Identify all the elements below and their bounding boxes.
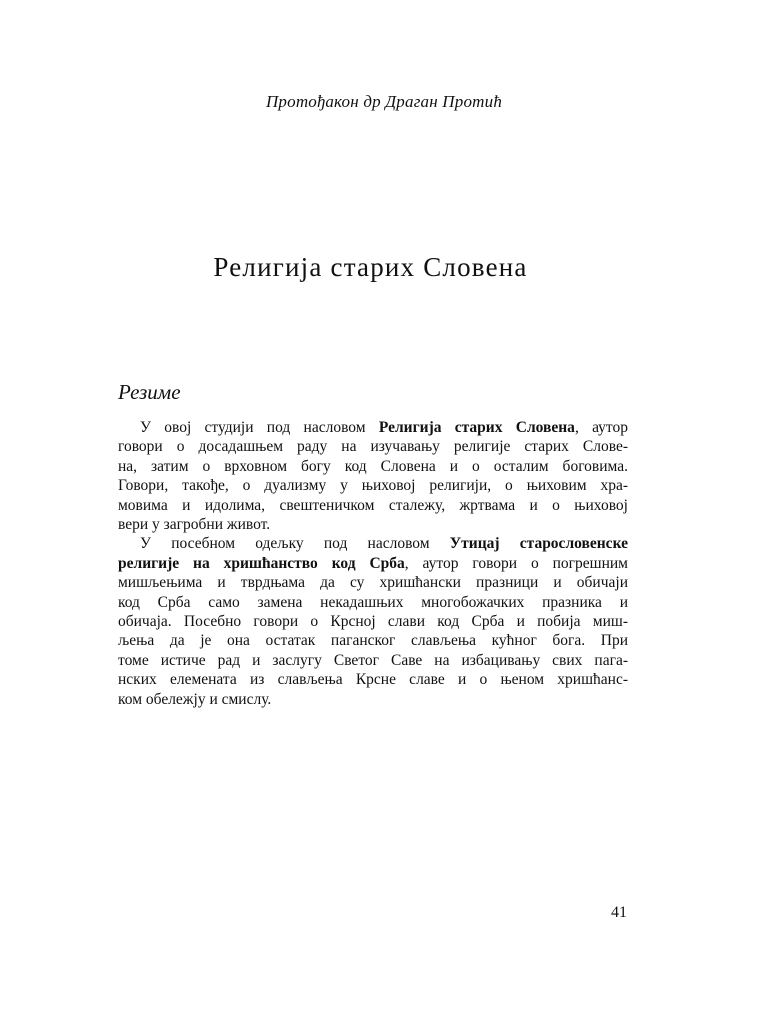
abstract-text: на, затим о врховном богу код Словена и о осталим боговима. — [118, 457, 628, 475]
abstract-line — [118, 593, 628, 612]
abstract-text-bold: Утицај старословенске — [449, 535, 628, 553]
abstract-line — [118, 476, 628, 495]
abstract-line — [118, 418, 628, 437]
author-line: Протођакон др Драган Протић — [265, 92, 503, 111]
abstract-text: говори о досадашњем раду на изучавању религије старих Слове- — [118, 438, 628, 456]
section-heading-abstract: Резиме — [118, 380, 181, 404]
abstract-text-bold: религије на хришћанство код Срба — [118, 554, 405, 572]
abstract-text: обичаја. Посебно говори о Крсној слави код Срба и побија миш- — [118, 613, 628, 631]
abstract-line — [118, 612, 628, 631]
abstract-text: нских елемената из слављења Крсне славе и о њеном хришћанс- — [118, 671, 628, 689]
abstract-line — [118, 631, 628, 650]
abstract-line — [118, 457, 628, 476]
abstract-text: ком обележју и смислу. — [118, 690, 272, 708]
abstract-text: У посебном одељку под насловом — [140, 535, 450, 553]
abstract-text: , аутор — [574, 419, 628, 436]
abstract-line — [118, 515, 628, 534]
abstract-line — [118, 496, 628, 515]
abstract-body — [118, 418, 628, 709]
abstract-line — [118, 534, 628, 553]
abstract-line — [118, 651, 628, 670]
abstract-text: код Срба само замена некадашњих многобожачких празника и — [118, 593, 628, 611]
abstract-text-bold: Религија старих Словена — [378, 419, 575, 436]
abstract-line — [118, 690, 628, 709]
abstract-text: Говори, такође, о дуализму у њиховој религији, о њиховим хра- — [118, 477, 628, 495]
abstract-line — [118, 554, 628, 573]
page-number: 41 — [611, 904, 627, 921]
abstract-text: мишљењима и тврдњама да су хришћански празници и обичаји — [118, 574, 628, 592]
abstract-text: љења да је она остатак паганског слављења кућног бога. При — [118, 632, 628, 650]
abstract-line — [118, 670, 628, 689]
abstract-text: томе истиче рад и заслугу Светог Саве на избацивању свих пага- — [118, 651, 628, 669]
abstract-line — [118, 573, 628, 592]
abstract-text: мовима и идолима, свештеничком сталежу, жртвама и о њиховој — [118, 496, 628, 514]
abstract-line — [118, 437, 628, 456]
abstract-text: вери у загробни живот. — [118, 516, 271, 534]
article-title: Религија старих Словена — [213, 252, 528, 282]
abstract-text: У овој студији под насловом — [140, 419, 379, 436]
abstract-text: , аутор говори о погрешним — [404, 554, 628, 572]
